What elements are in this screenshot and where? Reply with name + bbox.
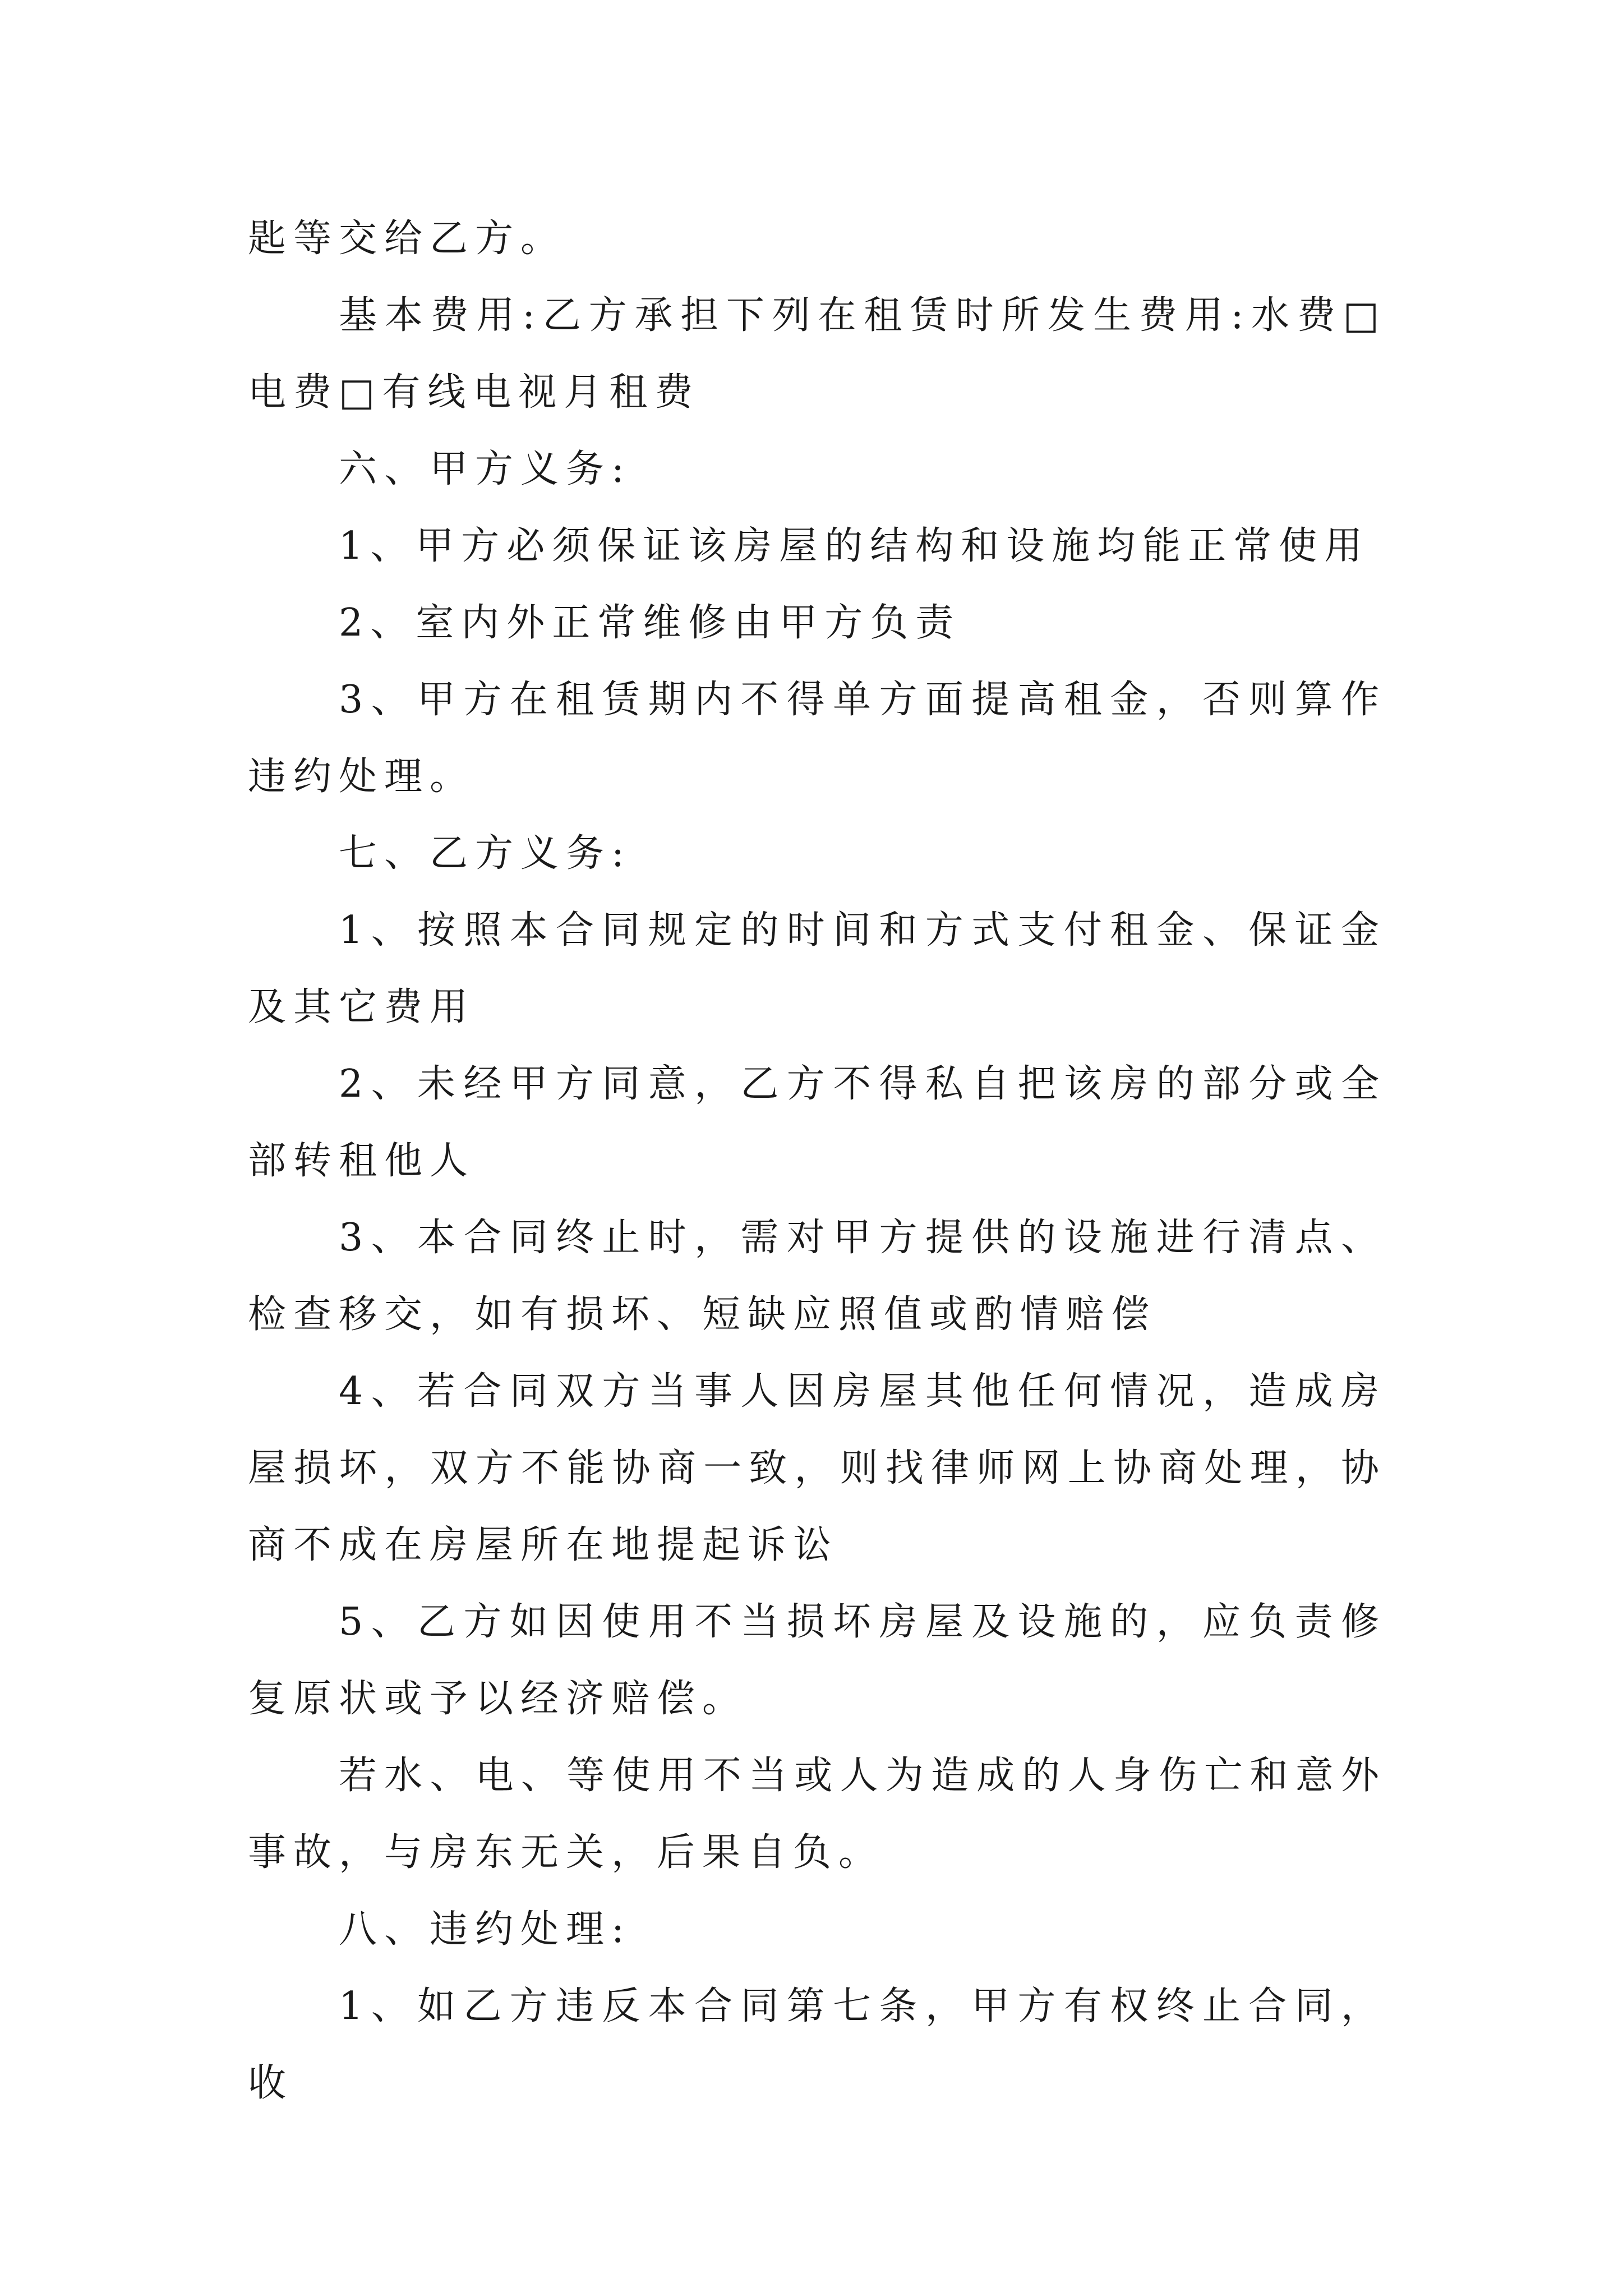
party-b-clause-4: 4、若合同双方当事人因房屋其他任何情况，造成房屋损坏，双方不能协商一致，则找律师网上协商处理，协商不成在房屋所在地提起诉讼	[248, 1369, 1386, 1567]
party-b-clause-1: 1、按照本合同规定的时间和方式支付租金、保证金及其它费用	[248, 908, 1386, 1029]
section-heading-party-b-obligations: 七、乙方义务:	[339, 831, 631, 876]
section-heading-party-a-obligations: 六、甲方义务:	[339, 447, 631, 491]
party-b-clause-2: 2、未经甲方同意，乙方不得私自把该房的部分或全部转租他人	[248, 1062, 1386, 1183]
liability-disclaimer: 若水、电、等使用不当或人为造成的人身伤亡和意外事故，与房东无关，后果自负。	[248, 1754, 1386, 1875]
party-b-clause-3: 3、本合同终止时，需对甲方提供的设施进行清点、检查移交，如有损坏、短缺应照值或酌情赔偿	[248, 1216, 1386, 1337]
paragraph-basic-fees: 基本费用:乙方承担下列在租赁时所发生费用:水费□电费□有线电视月租费	[248, 293, 1386, 415]
party-a-clause-3: 3、甲方在租赁期内不得单方面提高租金，否则算作违约处理。	[248, 678, 1386, 799]
party-a-clause-1: 1、甲方必须保证该房屋的结构和设施均能正常使用	[339, 524, 1370, 568]
party-a-clause-2: 2、室内外正常维修由甲方负责	[339, 601, 961, 645]
section-heading-breach-handling: 八、违约处理:	[339, 1907, 631, 1952]
party-b-clause-5: 5、乙方如因使用不当损坏房屋及设施的，应负责修复原状或予以经济赔偿。	[248, 1600, 1386, 1721]
breach-clause-1: 1、如乙方违反本合同第七条，甲方有权终止合同，收	[248, 1984, 1386, 2105]
document-body	[248, 200, 1386, 2122]
paragraph-key-handover-end: 匙等交给乙方。	[248, 217, 566, 261]
